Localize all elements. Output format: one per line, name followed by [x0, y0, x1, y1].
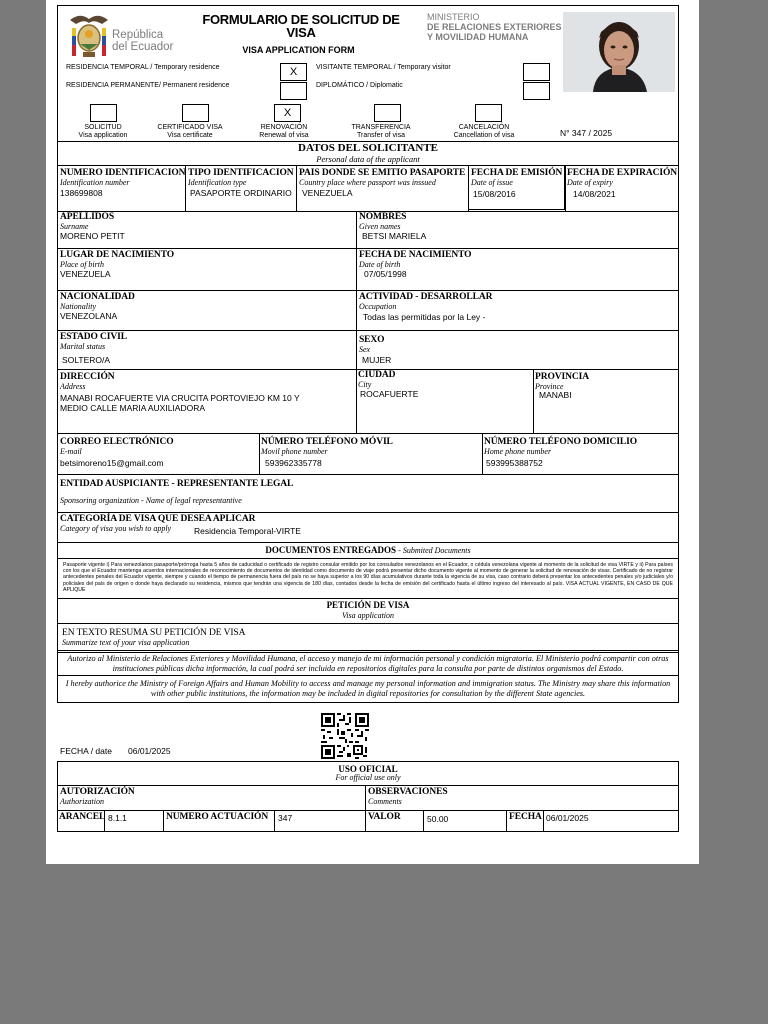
birth-place-sub: Place of birth	[60, 260, 104, 269]
occupation-sub: Occupation	[359, 302, 397, 311]
nationality-value: VENEZOLANA	[60, 311, 118, 321]
expiry-date-sub: Date of expiry	[567, 178, 613, 187]
request-transfer-checkbox[interactable]	[374, 104, 401, 122]
actuacion-value: 347	[278, 813, 293, 823]
ministry-name: MINISTERIO DE RELACIONES EXTERIORES Y MOVILIDAD HUMANA	[427, 12, 562, 42]
date-label: FECHA / date	[60, 746, 112, 756]
arancel-label: ARANCEL	[59, 812, 106, 822]
birth-place-value: VENEZUELA	[60, 269, 111, 279]
petition-summary-sub: Summarize text of your visa application	[62, 638, 190, 647]
surname-value: MORENO PETIT	[60, 231, 125, 241]
official-date-value: 06/01/2025	[546, 813, 589, 823]
residency-temporal-checkbox[interactable]: X	[280, 63, 307, 81]
mobile-phone-sub: Movil phone number	[261, 447, 328, 456]
republic-name: República del Ecuador	[112, 29, 174, 53]
marital-status-value: SOLTERO/A	[62, 355, 111, 365]
expiry-date-value: 14/08/2021	[573, 189, 616, 199]
issue-date-label: FECHA DE EMISIÓN	[471, 168, 563, 178]
given-names-label: NOMBRES	[359, 212, 407, 222]
sex-sub: Sex	[359, 345, 371, 354]
province-sub: Province	[535, 382, 564, 391]
email-value: betsimoreno15@gmail.com	[60, 458, 164, 468]
documents-heading: DOCUMENTOS ENTREGADOS - Submited Documents	[265, 545, 471, 555]
official-use-title: USO OFICIAL	[338, 764, 398, 774]
occupation-label: ACTIVIDAD - DESARROLLAR	[359, 292, 493, 302]
address-sub: Address	[60, 382, 86, 391]
mobile-phone-label: NÚMERO TELÉFONO MÓVIL	[261, 437, 393, 447]
marital-status-label: ESTADO CIVIL	[60, 332, 127, 342]
visa-category-value: Residencia Temporal-VIRTE	[194, 526, 301, 536]
home-phone-sub: Home phone number	[484, 447, 552, 456]
valor-value: 50.00	[427, 814, 449, 824]
authorization-sub: Authorization	[60, 797, 105, 806]
consent-english: I hereby authorice the Ministry of Foreign Affairs and Human Mobility to access and manage my personal information and immigration status. The Ministry may share this information with other public institutions, the information may be included in digital repositories for consultation by the different State agencies.	[65, 679, 671, 698]
request-certificate-label: CERTIFICADO VISA Visa certificate	[157, 124, 223, 139]
province-value: MANABI	[539, 390, 572, 400]
passport-country-label: PAIS DONDE SE EMITIO PASAPORTE	[299, 168, 466, 178]
request-cancellation-checkbox[interactable]	[475, 104, 502, 122]
home-phone-value: 593995388752	[486, 458, 543, 468]
mobile-phone-value: 593962335778	[265, 458, 322, 468]
issue-date-value: 15/08/2016	[473, 189, 516, 199]
consent-spanish: Autorizo al Ministerio de Relaciones Exteriores y Movilidad Humana, el acceso y manejo de mi información personal y condición migratoria. El Ministerio podrá compartir con otras instituciones públicas dicha información, la cual podrá ser incluida en repositorios digitales para la consulta por parte de distintos organismos del Estado.	[67, 654, 669, 673]
birth-place-label: LUGAR DE NACIMIENTO	[60, 250, 175, 260]
sex-label: SEXO	[359, 335, 385, 345]
request-transfer-label: TRANSFERENCIA Transfer of visa	[351, 124, 411, 139]
id-type-sub: Identification type	[188, 178, 247, 187]
id-type-label: TIPO IDENTIFICACION	[188, 168, 294, 178]
sponsor-sub: Sponsoring organization - Name of legal representantive	[60, 496, 242, 505]
temporary-visitor-checkbox[interactable]	[523, 63, 550, 81]
visa-category-sub: Category of visa you wish to apply	[60, 524, 172, 533]
request-application-label: SOLICITUD Visa application	[78, 124, 128, 139]
passport-country-value: VENEZUELA	[302, 188, 353, 198]
address-label: DIRECCIÓN	[60, 372, 115, 382]
id-number-value: 138699808	[60, 188, 103, 198]
comments-sub: Comments	[368, 797, 402, 806]
form-number: N° 347 / 2025	[560, 128, 613, 138]
temporary-visitor-label: VISITANTE TEMPORAL / Temporary visitor	[316, 64, 451, 71]
request-application-checkbox[interactable]	[90, 104, 117, 122]
valor-label: VALOR	[368, 812, 401, 822]
diplomatic-checkbox[interactable]	[523, 82, 550, 100]
city-label: CIUDAD	[358, 370, 396, 380]
address-line-1: MANABI ROCAFUERTE VIA CRUCITA PORTOVIEJO KM 10 Y	[60, 393, 300, 403]
request-renewal-label: RENOVACIÓN Renewal of visa	[259, 124, 309, 139]
marital-status-sub: Marital status	[60, 342, 106, 351]
nationality-sub: Nationality	[60, 302, 96, 311]
applicant-photo	[563, 12, 675, 92]
province-label: PROVINCIA	[535, 372, 589, 382]
birth-date-label: FECHA DE NACIMIENTO	[359, 250, 472, 260]
city-value: ROCAFUERTE	[360, 389, 419, 399]
petition-subtitle: Visa application	[341, 611, 395, 620]
surname-sub: Surname	[60, 222, 89, 231]
applicant-section-subtitle: Personal data of the applicant	[316, 154, 420, 164]
id-type-value: PASAPORTE ORDINARIO	[190, 188, 292, 198]
official-use-subtitle: For official use only	[335, 773, 401, 782]
residency-temporal-label: RESIDENCIA TEMPORAL / Temporary residence	[66, 64, 220, 71]
given-names-value: BETSI MARIELA	[362, 231, 427, 241]
request-cancellation-label: CANCELACIÓN Cancellation of visa	[453, 124, 515, 139]
actuacion-label: NUMERO ACTUACIÓN	[166, 812, 269, 822]
surname-label: APELLIDOS	[60, 212, 115, 222]
authorization-label: AUTORIZACIÓN	[60, 787, 135, 797]
diplomatic-label: DIPLOMÁTICO / Diplomatic	[316, 82, 403, 89]
occupation-value: Todas las permitidas por la Ley -	[363, 312, 486, 322]
id-number-sub: Identification number	[60, 178, 130, 187]
passport-country-sub: Country place where passport was inssued	[299, 178, 436, 187]
given-names-sub: Given names	[359, 222, 401, 231]
form-title: FORMULARIO DE SOLICITUD DE VISA	[202, 12, 400, 40]
visa-category-label: CATEGORÍA DE VISA QUE DESEA APLICAR	[60, 514, 256, 524]
request-certificate-checkbox[interactable]	[182, 104, 209, 122]
official-date-label: FECHA	[509, 812, 542, 822]
id-number-label: NUMERO IDENTIFICACION	[60, 168, 186, 178]
form-subtitle: VISA APPLICATION FORM	[242, 45, 355, 55]
birth-date-sub: Date of birth	[359, 260, 401, 269]
applicant-section-title: DATOS DEL SOLICITANTE	[298, 142, 438, 154]
birth-date-value: 07/05/1998	[364, 269, 407, 279]
issue-date-sub: Date of issue	[471, 178, 513, 187]
email-sub: E-mail	[60, 447, 82, 456]
address-line-2: MEDIO CALLE MARIA AUXILIADORA	[60, 403, 206, 413]
residency-permanent-checkbox[interactable]	[280, 82, 307, 100]
email-label: CORREO ELECTRÓNICO	[60, 437, 174, 447]
form-page	[46, 0, 699, 864]
sex-value: MUJER	[362, 355, 392, 365]
nationality-label: NACIONALIDAD	[60, 292, 135, 302]
comments-label: OBSERVACIONES	[368, 787, 448, 797]
residency-permanent-label: RESIDENCIA PERMANENTE/ Permanent residence	[66, 82, 230, 89]
petition-summary-label: EN TEXTO RESUMA SU PETICIÓN DE VISA	[62, 628, 246, 638]
date-value: 06/01/2025	[128, 746, 171, 756]
home-phone-label: NÚMERO TELÉFONO DOMICILIO	[484, 437, 638, 447]
arancel-value: 8.1.1	[108, 813, 127, 823]
sponsor-label: ENTIDAD AUSPICIANTE - REPRESENTANTE LEGAL	[60, 479, 294, 489]
request-renewal-checkbox[interactable]: X	[274, 104, 301, 122]
city-sub: City	[358, 380, 372, 389]
petition-title: PETICIÓN DE VISA	[326, 600, 410, 610]
ecuador-coat-of-arms-icon	[66, 10, 112, 62]
documents-text: Pasaporte vigente i) Para venezolanos pasaporte/prórroga hasta 5 años de caducidad o certificado de registro consular emitido por los consulados venezolanos en el Ecuador, o cédula venezolana vigente al momento de la solicitud de visa VIRTE y ii) Para países con los que el Ecuador mantenga acuerdos internacionales de reconocimiento de documentos de identidad como documento de viaje podrá presentar dicho documento vigente al momento de generar la solicitud de renovación de visas. Certificado de no registrar antecedentes penales del Ecuador vigente, siempre y cuando el tiempo de permanencia fuera del país no se haya superior a los 90 días acumulativos durante toda la vigencia de su visa, caso contrario deberá presentar los antecedentes penales y/o judiciales y/o policiales del país de origen o donde haya declarado su residencia, mismos que tendrán una vigencia de 180 días, contados desde la fecha de emisión del certificado hasta el último ingreso del interesado al país. VISA ACTUAL VIGENTE, EN CASO DE QUE APLIQUE	[63, 562, 673, 593]
qr-code-icon	[321, 713, 369, 759]
expiry-date-label: FECHA DE EXPIRACIÓN	[567, 168, 677, 178]
